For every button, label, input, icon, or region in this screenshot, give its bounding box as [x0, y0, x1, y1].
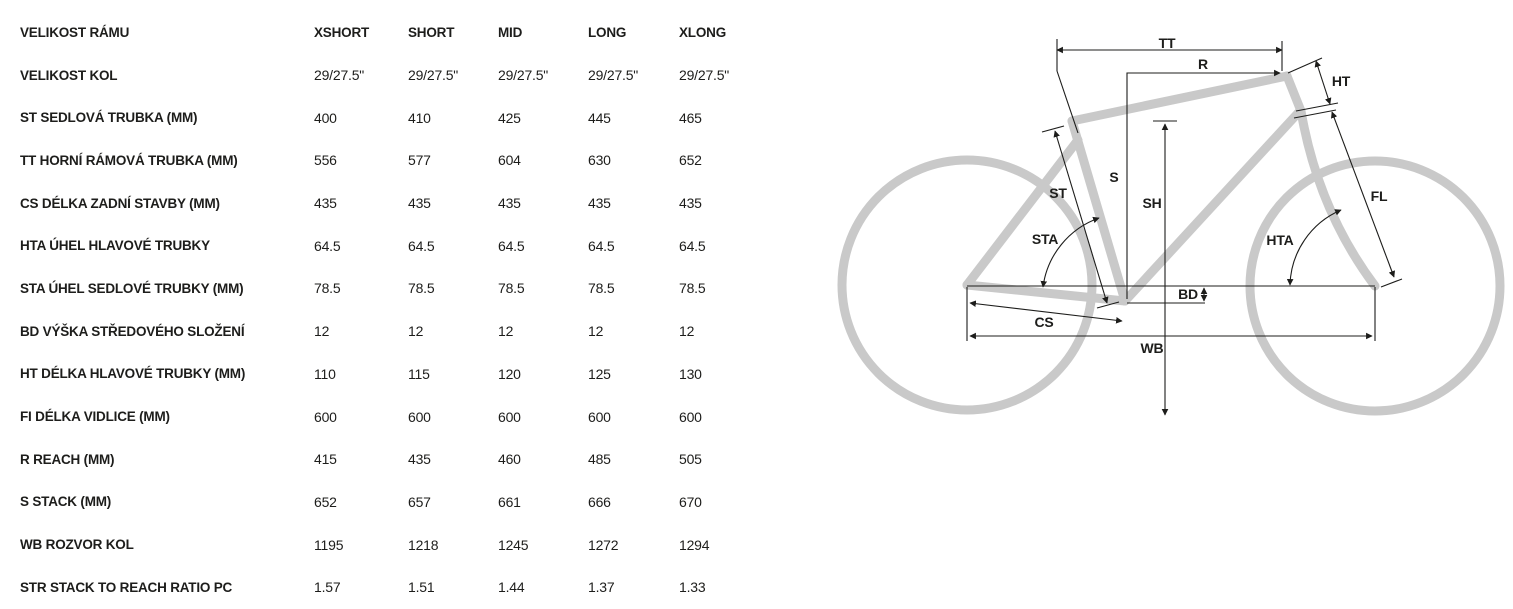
- cell-value: 600: [588, 408, 611, 425]
- cell-value: 78.5: [498, 280, 525, 297]
- cell-value: 485: [588, 451, 611, 468]
- table-row: [0, 438, 800, 481]
- cell-value: 465: [679, 109, 702, 126]
- column-header-long: LONG: [588, 24, 627, 40]
- cell-value: 125: [588, 365, 611, 382]
- label-wb: WB: [1140, 340, 1164, 356]
- cell-value: 435: [588, 195, 611, 212]
- cell-value: 400: [314, 109, 337, 126]
- table-row: [0, 353, 800, 396]
- table-row: [0, 139, 800, 182]
- cell-value: 460: [498, 451, 521, 468]
- row-label: S STACK (MM): [20, 494, 112, 510]
- table-row: [0, 395, 800, 438]
- cell-value: 29/27.5": [314, 67, 365, 84]
- cell-value: 64.5: [408, 237, 435, 254]
- cell-value: 670: [679, 493, 702, 510]
- fork-blade: [1301, 111, 1375, 286]
- cell-value: 435: [314, 195, 337, 212]
- table-row: [0, 267, 800, 310]
- column-header-xlong: XLONG: [679, 24, 727, 40]
- column-header-mid: MID: [498, 24, 523, 40]
- label-sta: STA: [1031, 231, 1059, 247]
- table-row: [0, 54, 800, 97]
- label-ht: HT: [1331, 73, 1351, 89]
- cell-value: 435: [408, 195, 431, 212]
- geometry-table: [0, 11, 800, 609]
- dimension-labels: [1032, 35, 1388, 356]
- cell-value: 1.44: [498, 579, 525, 596]
- cell-value: 600: [314, 408, 337, 425]
- cell-value: 78.5: [314, 280, 341, 297]
- cell-value: 1.37: [588, 579, 615, 596]
- cell-value: 12: [588, 323, 604, 340]
- label-cs: CS: [1034, 314, 1054, 330]
- cell-value: 64.5: [314, 237, 341, 254]
- label-s: S: [1109, 169, 1119, 185]
- cell-value: 661: [498, 493, 521, 510]
- table-row: [0, 224, 800, 267]
- row-label: HTA ÚHEL HLAVOVÉ TRUBKY: [20, 238, 210, 254]
- cell-value: 1.33: [679, 579, 706, 596]
- cell-value: 64.5: [588, 237, 615, 254]
- table-title: VELIKOST RÁMU: [20, 24, 130, 40]
- row-label: CS DÉLKA ZADNÍ STAVBY (MM): [20, 195, 220, 211]
- row-label: HT DÉLKA HLAVOVÉ TRUBKY (MM): [20, 366, 246, 382]
- cell-value: 600: [679, 408, 702, 425]
- label-hta: HTA: [1266, 232, 1294, 248]
- row-label: TT HORNÍ RÁMOVÁ TRUBKA (MM): [20, 152, 238, 168]
- table-row: [0, 481, 800, 524]
- cell-value: 12: [314, 323, 330, 340]
- table-header-row: [0, 11, 800, 54]
- label-st: ST: [1049, 185, 1067, 201]
- cell-value: 64.5: [679, 237, 706, 254]
- bike-geometry-diagram: [830, 20, 1513, 450]
- cell-value: 652: [314, 493, 337, 510]
- cell-value: 445: [588, 109, 611, 126]
- chainstay-tube: [967, 285, 1125, 301]
- row-label: ST SEDLOVÁ TRUBKA (MM): [20, 110, 198, 126]
- cell-value: 410: [408, 109, 431, 126]
- cell-value: 64.5: [498, 237, 525, 254]
- cell-value: 652: [679, 152, 702, 169]
- row-label: WB ROZVOR KOL: [20, 537, 134, 553]
- head-tube: [1287, 76, 1301, 111]
- cell-value: 1294: [679, 536, 710, 553]
- table-row: [0, 182, 800, 225]
- row-label: R REACH (MM): [20, 451, 115, 467]
- cell-value: 1.51: [408, 579, 435, 596]
- cell-value: 425: [498, 109, 521, 126]
- cell-value: 666: [588, 493, 611, 510]
- cell-value: 630: [588, 152, 611, 169]
- column-header-short: SHORT: [408, 24, 455, 40]
- cell-value: 29/27.5": [498, 67, 549, 84]
- cell-value: 1.57: [314, 579, 341, 596]
- cell-value: 29/27.5": [588, 67, 639, 84]
- cell-value: 115: [408, 365, 430, 382]
- row-label: FI DÉLKA VIDLICE (MM): [20, 409, 170, 425]
- label-bd: BD: [1178, 286, 1198, 302]
- cell-value: 130: [679, 365, 702, 382]
- row-label: STA ÚHEL SEDLOVÉ TRUBKY (MM): [20, 280, 244, 296]
- cell-value: 556: [314, 152, 337, 169]
- table-row: [0, 566, 800, 609]
- cell-value: 12: [408, 323, 424, 340]
- table-row: [0, 96, 800, 139]
- label-r: R: [1198, 56, 1208, 72]
- cell-value: 1195: [314, 536, 344, 553]
- top-tube: [1072, 76, 1287, 121]
- cell-value: 12: [498, 323, 514, 340]
- seat-axis-extension: [1057, 71, 1078, 133]
- bike-silhouette: [842, 76, 1500, 411]
- label-sh: SH: [1142, 195, 1162, 211]
- table-row: [0, 523, 800, 566]
- ht-dimension-line: [1316, 61, 1330, 104]
- cell-value: 435: [408, 451, 431, 468]
- cell-value: 78.5: [588, 280, 615, 297]
- cell-value: 29/27.5": [679, 67, 730, 84]
- label-fl: FL: [1370, 188, 1388, 204]
- cell-value: 12: [679, 323, 695, 340]
- cell-value: 435: [498, 195, 521, 212]
- cell-value: 29/27.5": [408, 67, 459, 84]
- table-row: [0, 310, 800, 353]
- cell-value: 110: [314, 365, 336, 382]
- cell-value: 577: [408, 152, 431, 169]
- cell-value: 415: [314, 451, 337, 468]
- cell-value: 78.5: [408, 280, 435, 297]
- st-top-cap: [1042, 126, 1064, 132]
- cell-value: 435: [679, 195, 702, 212]
- row-label: BD VÝŠKA STŘEDOVÉHO SLOŽENÍ: [20, 323, 245, 339]
- row-label: VELIKOST KOL: [20, 67, 118, 83]
- cell-value: 657: [408, 493, 431, 510]
- cell-value: 604: [498, 152, 521, 169]
- cell-value: 600: [408, 408, 431, 425]
- cell-value: 120: [498, 365, 521, 382]
- fl-bottom-cap: [1381, 279, 1402, 287]
- cell-value: 505: [679, 451, 702, 468]
- row-label: STR STACK TO REACH RATIO PC: [20, 579, 233, 595]
- column-header-xshort: XSHORT: [314, 24, 370, 40]
- cell-value: 1245: [498, 536, 529, 553]
- cell-value: 1272: [588, 536, 619, 553]
- cell-value: 600: [498, 408, 521, 425]
- cell-value: 78.5: [679, 280, 706, 297]
- cell-value: 1218: [408, 536, 439, 553]
- label-tt: TT: [1158, 35, 1176, 51]
